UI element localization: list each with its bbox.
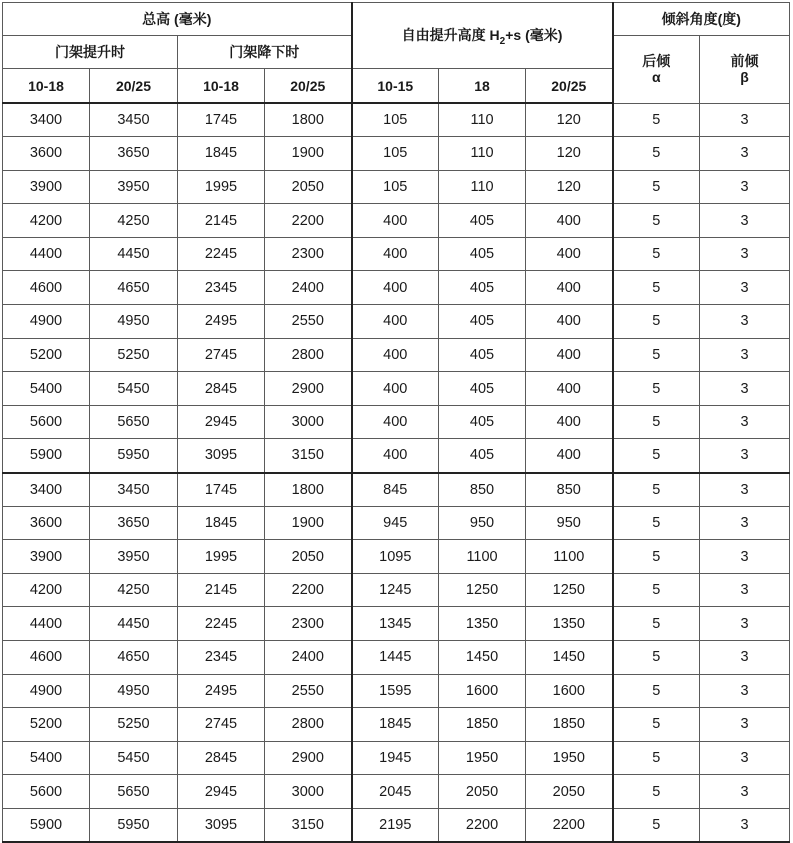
table-row	[3, 237, 790, 271]
table-cell: 2945	[178, 775, 265, 809]
table-cell: 3	[700, 271, 790, 305]
table-cell: 845	[352, 473, 439, 507]
table-cell: 2745	[178, 338, 265, 372]
table-cell: 4200	[3, 573, 90, 607]
table-cell: 1850	[439, 708, 526, 742]
table-cell: 3	[700, 237, 790, 271]
table-cell: 1350	[526, 607, 613, 641]
table-row	[3, 708, 790, 742]
table-cell: 3400	[3, 473, 90, 507]
table-cell: 1800	[265, 473, 352, 507]
table-cell: 105	[352, 137, 439, 171]
table-cell: 1095	[352, 540, 439, 574]
table-cell: 4400	[3, 237, 90, 271]
table-cell: 3	[700, 607, 790, 641]
subcol-freelift-18: 18	[439, 69, 526, 104]
table-cell: 3950	[90, 170, 178, 204]
table-cell: 400	[526, 204, 613, 238]
table-cell: 5	[613, 338, 700, 372]
table-cell: 5650	[90, 405, 178, 439]
table-cell: 1745	[178, 473, 265, 507]
table-cell: 2400	[265, 641, 352, 675]
table-cell: 950	[526, 506, 613, 540]
table-cell: 3	[700, 103, 790, 137]
table-body	[3, 103, 790, 842]
table-cell: 1845	[178, 506, 265, 540]
table-cell: 5400	[3, 372, 90, 406]
table-cell: 405	[439, 271, 526, 305]
table-cell: 3	[700, 775, 790, 809]
table-cell: 2845	[178, 741, 265, 775]
table-row	[3, 137, 790, 171]
table-cell: 1800	[265, 103, 352, 137]
table-cell: 120	[526, 170, 613, 204]
table-row	[3, 439, 790, 473]
table-cell: 400	[352, 405, 439, 439]
table-cell: 2845	[178, 372, 265, 406]
table-cell: 5	[613, 137, 700, 171]
table-cell: 105	[352, 170, 439, 204]
table-cell: 2145	[178, 204, 265, 238]
table-cell: 2245	[178, 237, 265, 271]
table-row	[3, 641, 790, 675]
table-cell: 3	[700, 674, 790, 708]
free-lift-label: 自由提升高度 H	[401, 26, 500, 43]
table-cell: 2345	[178, 641, 265, 675]
table-cell: 400	[526, 405, 613, 439]
table-cell: 2200	[265, 573, 352, 607]
table-cell: 2800	[265, 708, 352, 742]
table-cell: 850	[526, 473, 613, 507]
table-cell: 2900	[265, 372, 352, 406]
table-cell: 3950	[90, 540, 178, 574]
table-cell: 2050	[265, 170, 352, 204]
table-cell: 3	[700, 473, 790, 507]
table-cell: 5450	[90, 372, 178, 406]
table-cell: 1945	[352, 741, 439, 775]
table-cell: 5	[613, 473, 700, 507]
table-row	[3, 808, 790, 842]
table-cell: 5200	[3, 338, 90, 372]
table-cell: 4950	[90, 674, 178, 708]
table-cell: 400	[526, 237, 613, 271]
table-cell: 3900	[3, 170, 90, 204]
table-cell: 2745	[178, 708, 265, 742]
table-cell: 5400	[3, 741, 90, 775]
table-cell: 1350	[439, 607, 526, 641]
table-cell: 405	[439, 237, 526, 271]
table-cell: 5650	[90, 775, 178, 809]
forward-tilt-symbol: β	[740, 69, 749, 86]
table-row	[3, 741, 790, 775]
table-cell: 1250	[439, 573, 526, 607]
table-cell: 400	[352, 305, 439, 339]
back-tilt-label: 后倾	[642, 53, 671, 70]
table-cell: 5450	[90, 741, 178, 775]
table-cell: 3	[700, 741, 790, 775]
subcol-freelift-10-15: 10-15	[352, 69, 439, 104]
table-cell: 1900	[265, 137, 352, 171]
table-cell: 4600	[3, 271, 90, 305]
table-cell: 3	[700, 641, 790, 675]
table-header	[3, 3, 790, 104]
table-cell: 105	[352, 103, 439, 137]
table-cell: 2495	[178, 674, 265, 708]
table-cell: 5	[613, 405, 700, 439]
table-cell: 405	[439, 372, 526, 406]
table-cell: 5	[613, 204, 700, 238]
table-cell: 1450	[526, 641, 613, 675]
table-cell: 400	[352, 271, 439, 305]
mast-spec-table	[2, 2, 790, 843]
table-cell: 3	[700, 808, 790, 842]
table-cell: 3600	[3, 506, 90, 540]
table-cell: 4600	[3, 641, 90, 675]
table-cell: 3150	[265, 439, 352, 473]
table-cell: 3	[700, 405, 790, 439]
subcol-freelift-20-25: 20/25	[526, 69, 613, 104]
subcol-lowered-20-25: 20/25	[265, 69, 352, 104]
table-cell: 3	[700, 305, 790, 339]
table-cell: 120	[526, 103, 613, 137]
back-tilt-header	[613, 36, 700, 104]
table-cell: 2195	[352, 808, 439, 842]
table-cell: 2050	[265, 540, 352, 574]
table-cell: 3650	[90, 137, 178, 171]
table-cell: 3450	[90, 103, 178, 137]
table-cell: 5	[613, 775, 700, 809]
mast-lifted-header: 门架提升时	[3, 36, 178, 69]
forward-tilt-header	[700, 36, 790, 104]
table-cell: 2945	[178, 405, 265, 439]
table-row	[3, 305, 790, 339]
table-cell: 2495	[178, 305, 265, 339]
table-cell: 5250	[90, 708, 178, 742]
table-cell: 2300	[265, 607, 352, 641]
table-cell: 5	[613, 641, 700, 675]
table-cell: 5	[613, 372, 700, 406]
table-cell: 400	[526, 305, 613, 339]
table-cell: 1245	[352, 573, 439, 607]
table-cell: 400	[352, 237, 439, 271]
table-cell: 3	[700, 573, 790, 607]
table-cell: 400	[526, 439, 613, 473]
table-cell: 3	[700, 506, 790, 540]
table-cell: 1745	[178, 103, 265, 137]
table-cell: 1450	[439, 641, 526, 675]
table-cell: 2245	[178, 607, 265, 641]
table-cell: 2200	[526, 808, 613, 842]
table-cell: 1845	[178, 137, 265, 171]
table-cell: 2145	[178, 573, 265, 607]
table-cell: 4450	[90, 607, 178, 641]
table-cell: 3650	[90, 506, 178, 540]
back-tilt-symbol: α	[651, 69, 661, 86]
table-cell: 2300	[265, 237, 352, 271]
table-cell: 2550	[265, 305, 352, 339]
table-row	[3, 540, 790, 574]
table-cell: 5250	[90, 338, 178, 372]
table-cell: 5600	[3, 775, 90, 809]
table-cell: 2050	[439, 775, 526, 809]
table-cell: 2050	[526, 775, 613, 809]
table-row	[3, 372, 790, 406]
table-cell: 1995	[178, 170, 265, 204]
table-cell: 2400	[265, 271, 352, 305]
table-cell: 850	[439, 473, 526, 507]
table-row	[3, 506, 790, 540]
table-cell: 1845	[352, 708, 439, 742]
table-cell: 4900	[3, 305, 90, 339]
table-cell: 400	[526, 372, 613, 406]
table-cell: 3095	[178, 808, 265, 842]
table-cell: 2900	[265, 741, 352, 775]
table-cell: 3450	[90, 473, 178, 507]
table-cell: 3000	[265, 405, 352, 439]
table-cell: 400	[526, 338, 613, 372]
table-cell: 1995	[178, 540, 265, 574]
table-cell: 3150	[265, 808, 352, 842]
table-cell: 4200	[3, 204, 90, 238]
table-row	[3, 405, 790, 439]
table-cell: 5	[613, 305, 700, 339]
table-row	[3, 674, 790, 708]
subcol-lowered-10-18: 10-18	[178, 69, 265, 104]
table-cell: 3000	[265, 775, 352, 809]
table-cell: 5	[613, 237, 700, 271]
table-row	[3, 103, 790, 137]
table-cell: 1250	[526, 573, 613, 607]
table-row	[3, 473, 790, 507]
table-cell: 3	[700, 439, 790, 473]
table-cell: 5	[613, 573, 700, 607]
table-cell: 1850	[526, 708, 613, 742]
table-cell: 4400	[3, 607, 90, 641]
table-cell: 1600	[526, 674, 613, 708]
table-cell: 110	[439, 170, 526, 204]
table-cell: 5	[613, 170, 700, 204]
table-cell: 4950	[90, 305, 178, 339]
table-cell: 3600	[3, 137, 90, 171]
table-cell: 110	[439, 103, 526, 137]
table-cell: 4450	[90, 237, 178, 271]
table-cell: 405	[439, 204, 526, 238]
table-cell: 3	[700, 170, 790, 204]
table-cell: 5	[613, 506, 700, 540]
table-cell: 5	[613, 439, 700, 473]
table-cell: 3095	[178, 439, 265, 473]
table-cell: 3	[700, 708, 790, 742]
table-cell: 2200	[439, 808, 526, 842]
table-cell: 5	[613, 607, 700, 641]
table-cell: 400	[352, 439, 439, 473]
table-cell: 945	[352, 506, 439, 540]
tilt-angle-header: 倾斜角度(度)	[613, 3, 790, 36]
table-cell: 2550	[265, 674, 352, 708]
table-row	[3, 573, 790, 607]
table-cell: 405	[439, 305, 526, 339]
table-cell: 5	[613, 674, 700, 708]
forward-tilt-label: 前倾	[730, 53, 759, 70]
table-cell: 3	[700, 204, 790, 238]
table-cell: 4250	[90, 204, 178, 238]
table-cell: 400	[352, 204, 439, 238]
table-cell: 3	[700, 372, 790, 406]
table-cell: 3	[700, 540, 790, 574]
table-cell: 1600	[439, 674, 526, 708]
table-cell: 1595	[352, 674, 439, 708]
free-lift-header	[352, 3, 613, 69]
table-cell: 5	[613, 271, 700, 305]
table-cell: 1100	[526, 540, 613, 574]
table-row	[3, 775, 790, 809]
table-cell: 1900	[265, 506, 352, 540]
subcol-lifted-20-25: 20/25	[90, 69, 178, 104]
subcol-lifted-10-18: 10-18	[3, 69, 90, 104]
table-cell: 1100	[439, 540, 526, 574]
table-cell: 2800	[265, 338, 352, 372]
table-cell: 4250	[90, 573, 178, 607]
table-row	[3, 271, 790, 305]
table-cell: 1950	[526, 741, 613, 775]
table-cell: 5	[613, 708, 700, 742]
table-cell: 2200	[265, 204, 352, 238]
mast-lowered-header: 门架降下时	[178, 36, 352, 69]
table-cell: 3400	[3, 103, 90, 137]
table-cell: 5600	[3, 405, 90, 439]
table-cell: 5	[613, 103, 700, 137]
total-height-header: 总高 (毫米)	[3, 3, 352, 36]
table-cell: 3	[700, 338, 790, 372]
table-cell: 3900	[3, 540, 90, 574]
table-cell: 5950	[90, 808, 178, 842]
table-cell: 400	[352, 372, 439, 406]
table-cell: 5	[613, 540, 700, 574]
free-lift-unit: +s (毫米)	[505, 26, 563, 43]
table-cell: 5950	[90, 439, 178, 473]
table-cell: 405	[439, 439, 526, 473]
table-cell: 950	[439, 506, 526, 540]
table-cell: 4650	[90, 641, 178, 675]
table-cell: 4900	[3, 674, 90, 708]
table-cell: 1950	[439, 741, 526, 775]
table-cell: 5	[613, 808, 700, 842]
free-lift-subscript: 2	[499, 35, 506, 47]
table-cell: 4650	[90, 271, 178, 305]
table-cell: 120	[526, 137, 613, 171]
table-cell: 400	[352, 338, 439, 372]
table-cell: 1445	[352, 641, 439, 675]
table-cell: 5900	[3, 439, 90, 473]
table-row	[3, 204, 790, 238]
table-cell: 2345	[178, 271, 265, 305]
table-cell: 3	[700, 137, 790, 171]
table-row	[3, 607, 790, 641]
table-cell: 5900	[3, 808, 90, 842]
table-cell: 405	[439, 338, 526, 372]
table-cell: 5200	[3, 708, 90, 742]
table-cell: 2045	[352, 775, 439, 809]
table-cell: 1345	[352, 607, 439, 641]
table-cell: 405	[439, 405, 526, 439]
table-cell: 400	[526, 271, 613, 305]
table-row	[3, 170, 790, 204]
table-cell: 110	[439, 137, 526, 171]
table-cell: 5	[613, 741, 700, 775]
table-row	[3, 338, 790, 372]
